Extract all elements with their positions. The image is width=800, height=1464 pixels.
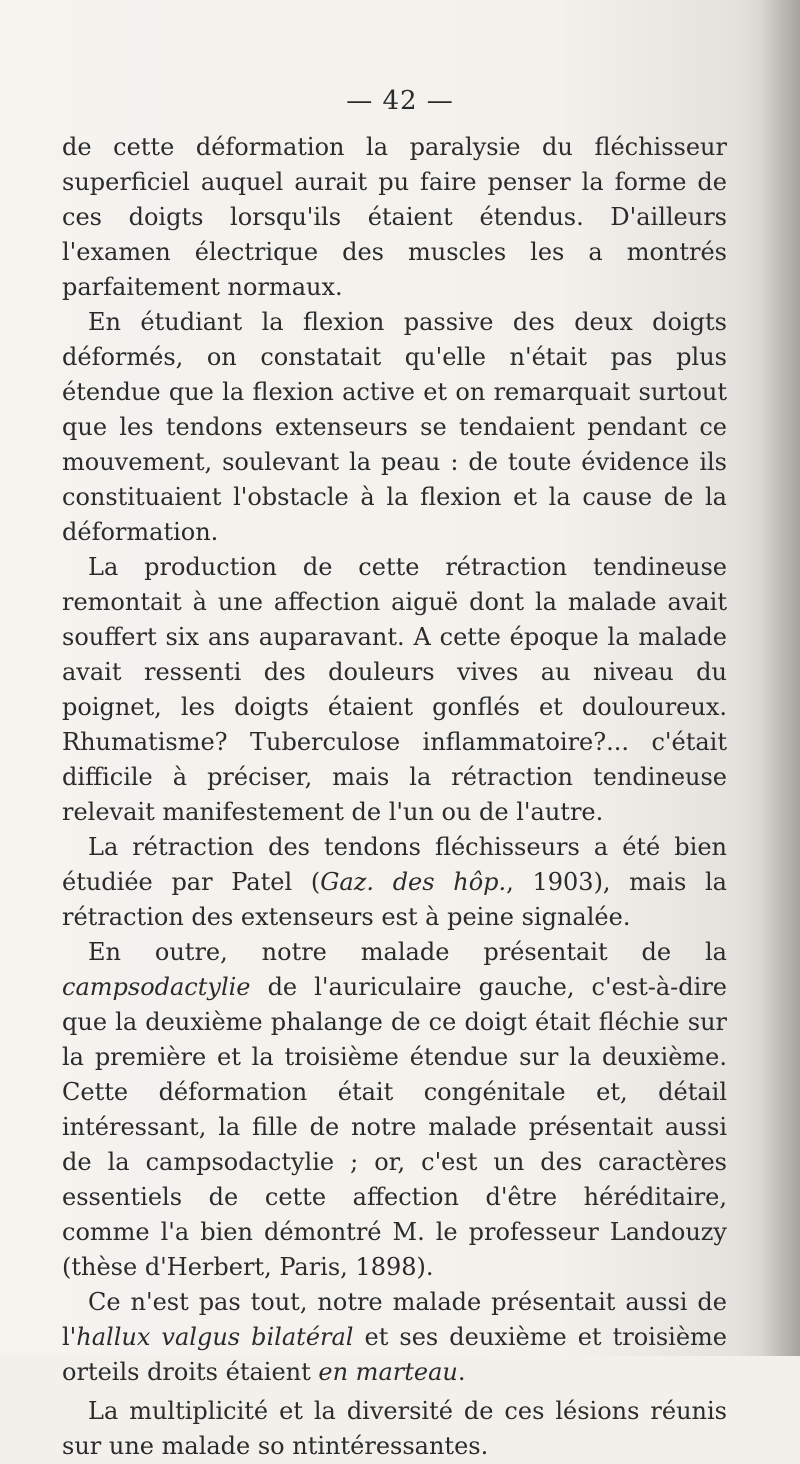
paragraph-4-part-2: , 1903), mais la rétraction des extenseurs est à peine signalée.: [62, 868, 727, 931]
paragraph-5-part-2: de l'auriculaire gauche, c'est-à-dire que la deuxième phalange de ce doigt était fléchie sur la première et la troisième étendue sur la deuxième. Cette déformation était congénitale et, détail intéressant, la fille de notre malade présentait aussi de la campsodactylie ; or, c'est un des caractères essentiels de cette affection d'être héréditaire, comme l'a bien démontré M. le professeur Landouzy (thèse d'Herbert, Paris, 1898).: [62, 973, 727, 1281]
paragraph-2: En étudiant la flexion passive des deux doigts déformés, on constatait qu'elle n'était pas plus étendue que la flexion active et on remarquait surtout que les tendons extenseurs se tendaient pendant ce mouvement, soulevant la peau : de toute évidence ils constituaient l'obstacle à la flexion et la cause de la déformation.: [62, 308, 727, 546]
term-campsodactylie: campsodactylie: [62, 973, 251, 1001]
paragraph-1: de cette déformation la paralysie du fléchisseur superficiel auquel aurait pu faire penser la forme de ces doigts lorsqu'ils étaient étendus. D'ailleurs l'examen électrique des muscles les a montrés parfaitement normaux.: [62, 133, 727, 301]
term-en-marteau: en marteau: [318, 1358, 458, 1386]
paragraph-6-part-1: Ce n'est pas tout, notre malade présentait aussi de l': [62, 1288, 727, 1351]
paragraph-6-part-2: et ses deuxième et troisième orteils droits étaient: [62, 1323, 727, 1386]
paragraph-6-part-3: .: [457, 1358, 466, 1386]
paragraph-6: [62, 1285, 727, 1390]
paragraph-4-part-1: La rétraction des tendons fléchisseurs a été bien étudiée par Patel (: [62, 833, 727, 896]
paragraph-4: [62, 830, 727, 935]
paragraph-3: La production de cette rétraction tendineuse remontait à une affection aiguë dont la malade avait souffert six ans auparavant. A cette époque la malade avait ressenti des douleurs vives au niveau du poignet, les doigts étaient gonflés et douloureux. Rhumatisme? Tuberculose inflammatoire?... c'était difficile à préciser, mais la rétraction tendineuse relevait manifestement de l'un ou de l'autre.: [62, 553, 727, 826]
paragraph-5: [62, 935, 727, 1285]
body-text: [62, 130, 727, 1464]
page-number: — 42 —: [346, 86, 454, 116]
term-hallux-valgus: hallux valgus bilatéral: [76, 1323, 354, 1351]
paragraph-7: La multiplicité et la diversité de ces lésions réunis sur une malade so ntintéressantes.: [62, 1397, 727, 1460]
page-binding-shadow: [760, 0, 800, 1356]
paragraph-5-part-1: En outre, notre malade présentait de la: [88, 938, 727, 966]
citation-gaz-des-hop: Gaz. des hôp.: [320, 868, 507, 896]
